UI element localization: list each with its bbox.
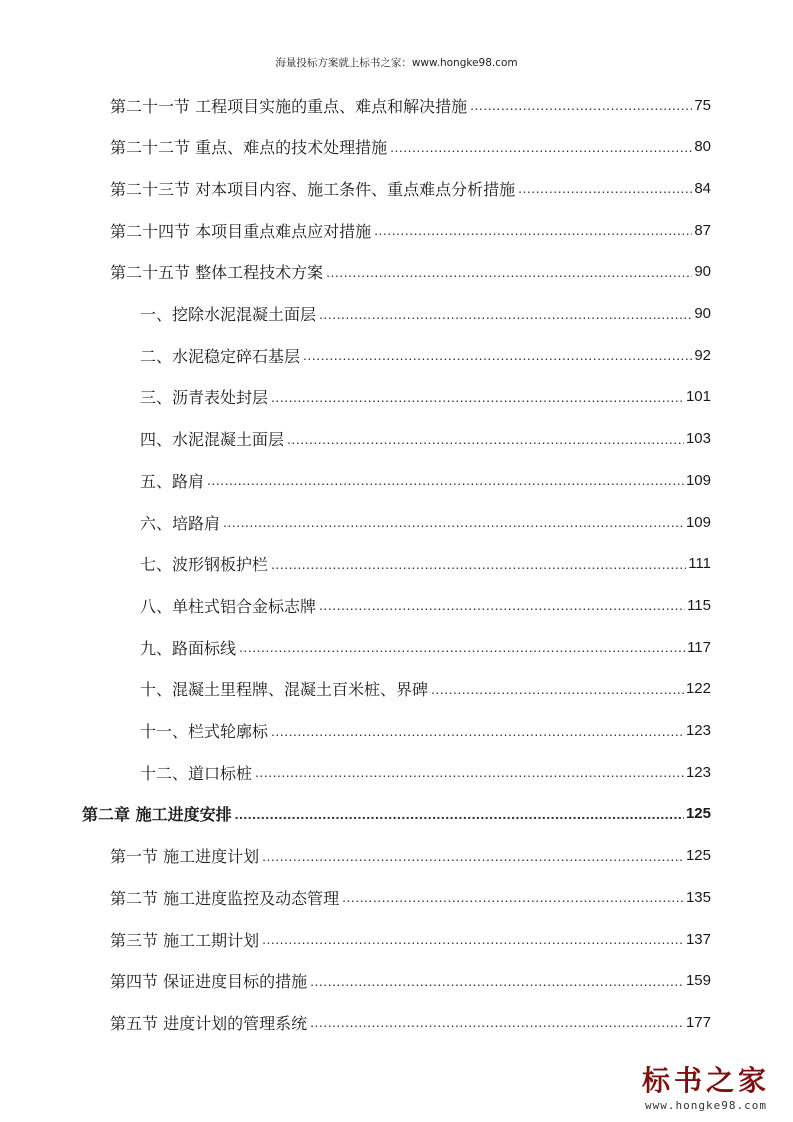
toc-entry-title: 第二章 施工进度安排 <box>82 805 232 825</box>
toc-entry-title: 五、路肩 <box>140 471 205 491</box>
toc-entry-title: 十二、道口标桩 <box>140 763 253 783</box>
toc-dot-leader <box>470 97 692 113</box>
toc-entry-page: 103 <box>685 430 711 448</box>
toc-dot-leader <box>310 1014 684 1030</box>
toc-entry-title: 第二十二节 重点、难点的技术处理措施 <box>110 138 388 158</box>
toc-entry[interactable] <box>140 337 711 373</box>
toc-entry-title: 四、水泥混凝土面层 <box>140 430 285 450</box>
toc-entry-title: 十一、栏式轮廓标 <box>140 722 269 741</box>
toc-entry-page: 90 <box>694 263 711 281</box>
toc-dot-leader <box>431 681 684 697</box>
watermark <box>631 1059 781 1112</box>
toc-dot-leader <box>239 639 685 655</box>
toc-dot-leader <box>518 180 692 196</box>
toc-entry-page: 90 <box>694 305 711 322</box>
watermark-logo: 标书之家 <box>641 1064 770 1097</box>
toc-dot-leader <box>287 431 684 447</box>
toc-entry-title: 第二十一节 工程项目实施的重点、难点和解决措施 <box>110 96 468 116</box>
toc-dot-leader <box>310 973 684 989</box>
page-header: 海量投标方案就上标书之家：www.hongke98.com <box>275 57 518 69</box>
toc-dot-leader <box>223 514 684 530</box>
toc-entry[interactable] <box>110 963 711 999</box>
toc-dot-leader <box>262 848 684 864</box>
toc-entry-page: 177 <box>685 1013 711 1031</box>
toc-entry-title: 第二节 施工进度监控及动态管理 <box>110 888 340 908</box>
toc-entry-title: 第四节 保证进度目标的措施 <box>110 972 308 992</box>
toc-entry[interactable] <box>82 796 711 832</box>
toc-entry-title: 第二十四节 本项目重点难点应对措施 <box>110 221 372 241</box>
toc-entry-title: 九、路面标线 <box>140 638 237 658</box>
toc-entry-page: 75 <box>694 96 711 114</box>
toc-dot-leader <box>271 723 684 739</box>
toc-entry-page: 109 <box>685 471 711 489</box>
toc-dot-leader <box>207 472 684 488</box>
toc-dot-leader <box>303 347 692 363</box>
toc-entry-page: 115 <box>687 596 711 614</box>
toc-dot-leader <box>374 222 692 238</box>
toc-entry-title: 第三节 施工工期计划 <box>110 930 260 950</box>
toc-entry-page: 84 <box>694 179 711 197</box>
toc-entry-page: 159 <box>685 972 711 990</box>
toc-entry[interactable] <box>140 421 711 457</box>
watermark-url: www.hongke98.com <box>645 1099 767 1112</box>
toc-entry-page: 109 <box>685 513 711 531</box>
toc-entry-page: 123 <box>685 763 711 781</box>
toc-entry-title: 二、水泥稳定碎石基层 <box>140 346 301 366</box>
toc-entry-page: 125 <box>685 805 711 823</box>
toc-entry-page: 87 <box>694 221 711 239</box>
toc-entry-page: 101 <box>685 388 711 406</box>
toc-entry-page: 117 <box>687 638 711 656</box>
toc-entry-title: 三、沥青表处封层 <box>140 388 269 408</box>
toc-entry-title: 七、波形钢板护栏 <box>140 555 269 575</box>
toc-entry-page: 111 <box>688 555 711 573</box>
toc-entry-page: 125 <box>685 847 711 865</box>
toc-entry-title: 第二十三节 对本项目内容、施工条件、重点难点分析措施 <box>110 179 516 199</box>
toc-entry-page: 122 <box>685 680 711 698</box>
toc-entry-title: 十、混凝土里程牌、混凝土百米桩、界碑 <box>140 680 429 700</box>
toc-entry[interactable] <box>140 504 711 540</box>
toc-entry[interactable] <box>110 254 711 290</box>
toc-entry-title: 八、单柱式铝合金标志牌 <box>140 596 317 616</box>
toc-dot-leader <box>235 806 684 822</box>
toc-dot-leader <box>326 264 692 280</box>
toc-entry[interactable] <box>110 212 711 248</box>
toc-entry-page: 135 <box>685 888 711 906</box>
toc-entry[interactable] <box>110 170 711 206</box>
toc-entry-title: 第五节 进度计划的管理系统 <box>110 1013 308 1033</box>
toc-entry[interactable] <box>140 587 711 623</box>
toc-entry-title: 第一节 施工进度计划 <box>110 847 260 867</box>
toc-dot-leader <box>319 597 685 613</box>
toc-entry-title: 六、培路肩 <box>140 513 221 533</box>
toc-entry[interactable] <box>140 629 711 665</box>
toc-entry[interactable] <box>110 838 711 874</box>
toc-entry-page: 123 <box>685 722 711 739</box>
toc-entry-title: 一、挖除水泥混凝土面层 <box>140 305 317 324</box>
toc-entry[interactable] <box>140 296 711 332</box>
toc-dot-leader <box>271 556 686 572</box>
toc-entry[interactable] <box>140 671 711 707</box>
toc-entry[interactable] <box>140 713 711 749</box>
toc-entry[interactable] <box>110 87 711 123</box>
toc-dot-leader <box>342 889 684 905</box>
toc-entry[interactable] <box>110 1004 711 1040</box>
toc-entry-page: 92 <box>694 346 711 364</box>
toc-entry[interactable] <box>110 879 711 915</box>
toc-entry-title: 第二十五节 整体工程技术方案 <box>110 263 324 283</box>
toc-entry[interactable] <box>140 754 711 790</box>
toc-entry[interactable] <box>140 379 711 415</box>
toc-dot-leader <box>319 306 692 322</box>
toc-entry[interactable] <box>110 921 711 957</box>
toc-dot-leader <box>262 931 684 947</box>
toc-entry-page: 137 <box>685 930 711 948</box>
toc-dot-leader <box>271 389 684 405</box>
toc-dot-leader <box>255 764 684 780</box>
toc-entry-page: 80 <box>694 138 711 156</box>
toc-entry[interactable] <box>110 129 711 165</box>
toc-entry[interactable] <box>140 462 711 498</box>
toc-dot-leader <box>390 139 692 155</box>
toc-entry[interactable] <box>140 546 711 582</box>
